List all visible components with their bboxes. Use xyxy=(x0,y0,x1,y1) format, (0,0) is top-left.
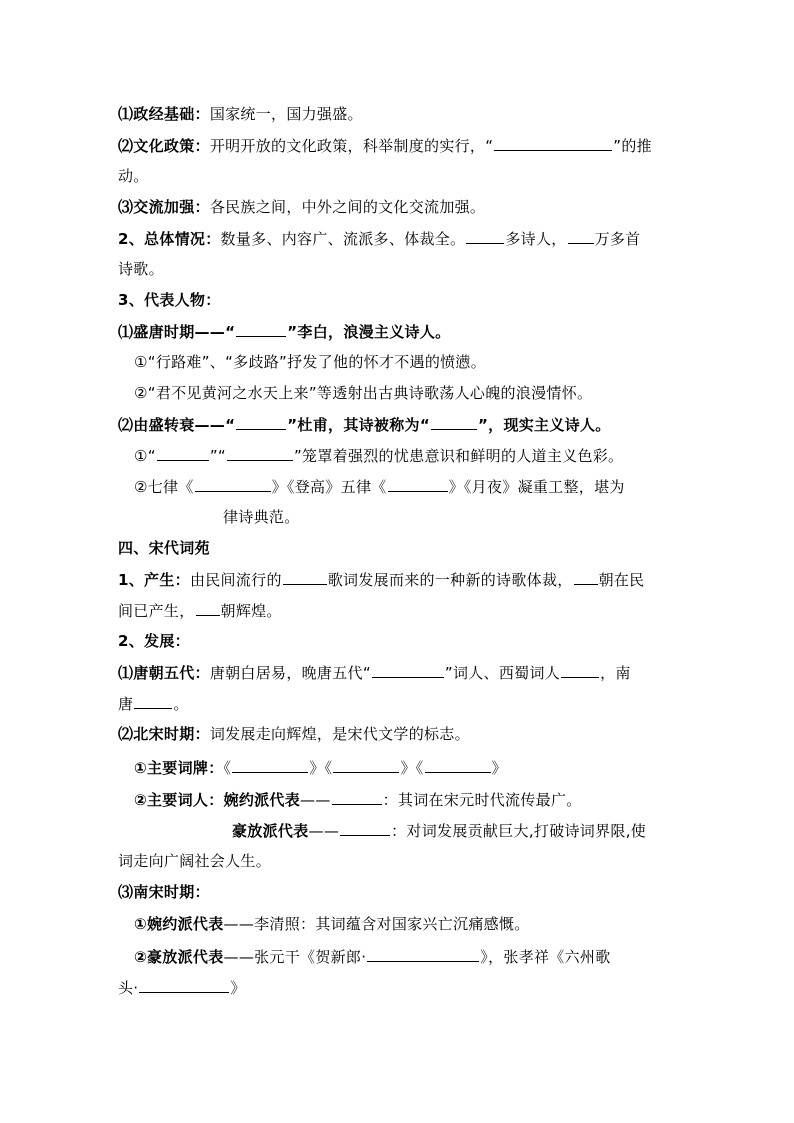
line-southern-haofang-cont xyxy=(118,977,246,998)
line-five-dynasties xyxy=(118,662,631,683)
text-du-fu: ”杜甫，其诗被称为“ xyxy=(287,416,430,434)
text-du-fu-1b: ”“ xyxy=(209,447,226,465)
line-li-bai-2: ②“君不见黄河之水天上来”等透射出古典诗歌荡人心魄的浪漫情怀。 xyxy=(134,384,593,402)
label-origin: 1、产生： xyxy=(118,571,190,589)
text-realism: ”，现实主义诗人。 xyxy=(477,416,611,434)
label-exchange: ⑶交流加强： xyxy=(118,198,210,216)
label-cultural-policy: ⑵文化政策： xyxy=(118,137,210,155)
bracket-close: 》 xyxy=(230,979,246,997)
text-origin-b: 歌词发展而来的一种新的诗歌体裁， xyxy=(327,571,573,589)
text-wanyue-desc: ：其词在宋元时代流传最广。 xyxy=(382,791,582,809)
line-cultural-policy xyxy=(118,135,652,156)
text-high-tang: ⑴盛唐时期——“ xyxy=(118,323,236,341)
text-du-fu-2a: ②七律《 xyxy=(134,478,194,496)
text-du-fu-2c: 》《月夜》凝重工整，堪为 xyxy=(448,478,625,496)
fill-blank[interactable] xyxy=(431,414,477,430)
label-haofang: 豪放派代表 xyxy=(232,822,309,840)
line-high-tang xyxy=(118,321,450,342)
text-cultural-policy: 开明开放的文化政策，科举制度的实行，“ xyxy=(209,137,494,155)
line-du-fu-1 xyxy=(134,445,623,466)
fill-blank[interactable] xyxy=(196,600,220,616)
text-continuation: 诗歌。 xyxy=(118,260,164,278)
text-cultural-policy-end: ”的推 xyxy=(613,137,652,155)
fill-blank[interactable] xyxy=(333,757,399,773)
fill-blank[interactable] xyxy=(195,476,271,492)
text-li-qingzhao: ——李清照：其词蕴含对国家兴亡沉痛感慨。 xyxy=(223,915,530,933)
text-northern-song: 词发展走向辉煌，是宋代文学的标志。 xyxy=(209,725,470,743)
text-origin-a: 由民间流行的 xyxy=(189,571,282,589)
line-political-basis xyxy=(118,104,363,124)
heading-development: 2、发展： xyxy=(118,632,190,650)
text-du-fu-2b: 》《登高》五律《 xyxy=(271,478,387,496)
heading-song-ci: 四、宋代词苑 xyxy=(118,539,210,557)
fill-blank[interactable] xyxy=(236,414,286,430)
text-du-fu-1c: ”笼罩着强烈的忧患意识和鲜明的人道主义色彩。 xyxy=(293,447,624,465)
line-du-fu-2-cont: 律诗典范。 xyxy=(223,508,300,526)
fill-blank[interactable] xyxy=(157,445,209,461)
text-continuation: 动。 xyxy=(118,167,149,185)
text-political-basis: 国家统一，国力强盛。 xyxy=(209,105,363,123)
line-du-fu-2 xyxy=(134,476,625,497)
bracket-sep: 》《 xyxy=(400,759,424,777)
fill-blank[interactable] xyxy=(332,789,382,805)
fill-blank[interactable] xyxy=(283,569,327,585)
bracket-open: 《 xyxy=(223,759,232,777)
text-five-dynasties-e: 。 xyxy=(173,695,189,713)
bracket-close: 》 xyxy=(491,759,507,777)
text-overview-poems: 万多首 xyxy=(594,230,641,248)
text-origin-e: 朝辉煌。 xyxy=(220,602,282,620)
heading-southern-song: ⑶南宋时期： xyxy=(118,883,210,901)
text-li-bai: ”李白，浪漫主义诗人。 xyxy=(287,323,451,341)
text-origin-c: 朝在民 xyxy=(598,571,645,589)
fill-blank[interactable] xyxy=(340,820,390,836)
fill-blank[interactable] xyxy=(232,757,308,773)
fill-blank[interactable] xyxy=(494,135,612,151)
label-main-poets: ②主要词人： xyxy=(134,791,224,809)
text-overview: 数量多、内容广、流派多、体裁全。 xyxy=(220,230,466,248)
fill-blank[interactable] xyxy=(139,977,229,993)
label-five-dynasties: ⑴唐朝五代： xyxy=(118,664,210,682)
text-overview-poets: 多诗人， xyxy=(505,230,567,248)
label-southern-wanyue: ①婉约派代表 xyxy=(134,915,224,933)
line-li-bai-1: ①“行路难”、“多歧路”抒发了他的怀才不遇的愤懑。 xyxy=(134,353,487,371)
text-zhang-xiaoxiang: 》，张孝祥《六州歌 xyxy=(480,948,611,966)
text-du-fu-1a: ①“ xyxy=(134,447,156,465)
text-dash: —— xyxy=(300,791,331,809)
label-northern-song: ⑵北宋时期： xyxy=(118,725,210,743)
line-origin-cont xyxy=(118,600,282,621)
text-dash: —— xyxy=(308,822,340,840)
label-political-basis: ⑴政经基础： xyxy=(118,105,210,123)
text-decline: ⑵由盛转衰——“ xyxy=(118,416,236,434)
fill-blank[interactable] xyxy=(367,946,479,962)
bracket-sep: 》《 xyxy=(309,759,333,777)
label-wanyue: 婉约派代表 xyxy=(223,791,301,809)
line-main-poets xyxy=(134,789,582,810)
line-origin xyxy=(118,569,644,590)
fill-blank[interactable] xyxy=(466,228,504,244)
fill-blank[interactable] xyxy=(574,569,598,585)
fill-blank[interactable] xyxy=(388,476,448,492)
text-tou: 头· xyxy=(118,979,139,997)
fill-blank[interactable] xyxy=(227,445,293,461)
line-cultural-policy-cont xyxy=(118,166,149,186)
fill-blank[interactable] xyxy=(134,693,172,709)
line-southern-wanyue xyxy=(134,914,530,934)
label-southern-haofang: ②豪放派代表 xyxy=(134,948,224,966)
fill-blank[interactable] xyxy=(561,662,599,678)
line-haofang-cont: 词走向广阔社会人生。 xyxy=(118,852,272,870)
line-overview xyxy=(118,228,640,249)
line-southern-haofang xyxy=(134,946,611,967)
text-five-dynasties-b: ”词人、西蜀词人 xyxy=(444,664,561,682)
line-five-dynasties-cont xyxy=(118,693,189,714)
line-northern-song xyxy=(118,724,470,744)
text-haofang-desc: ：对词发展贡献巨大,打破诗词界限,使 xyxy=(391,822,647,840)
heading-representatives: 3、代表人物： xyxy=(118,291,221,309)
line-overview-cont xyxy=(118,259,164,279)
text-exchange: 各民族之间，中外之间的文化交流加强。 xyxy=(209,198,486,216)
text-five-dynasties-d: 唐 xyxy=(118,695,134,713)
label-overview: 2、总体情况： xyxy=(118,230,221,248)
line-exchange xyxy=(118,197,485,217)
line-tune-names xyxy=(134,757,507,778)
text-five-dynasties-a: 唐朝白居易，晚唐五代“ xyxy=(209,664,371,682)
line-haofang xyxy=(232,820,646,841)
fill-blank[interactable] xyxy=(372,662,444,678)
text-zhang-yuangan: ——张元干《贺新郎· xyxy=(223,948,367,966)
fill-blank[interactable] xyxy=(236,321,286,337)
text-five-dynasties-c: ，南 xyxy=(600,664,631,682)
fill-blank[interactable] xyxy=(425,757,491,773)
fill-blank[interactable] xyxy=(568,228,594,244)
text-origin-d: 间已产生， xyxy=(118,602,195,620)
line-decline xyxy=(118,414,611,435)
label-tune-names: ①主要词牌： xyxy=(134,759,224,777)
